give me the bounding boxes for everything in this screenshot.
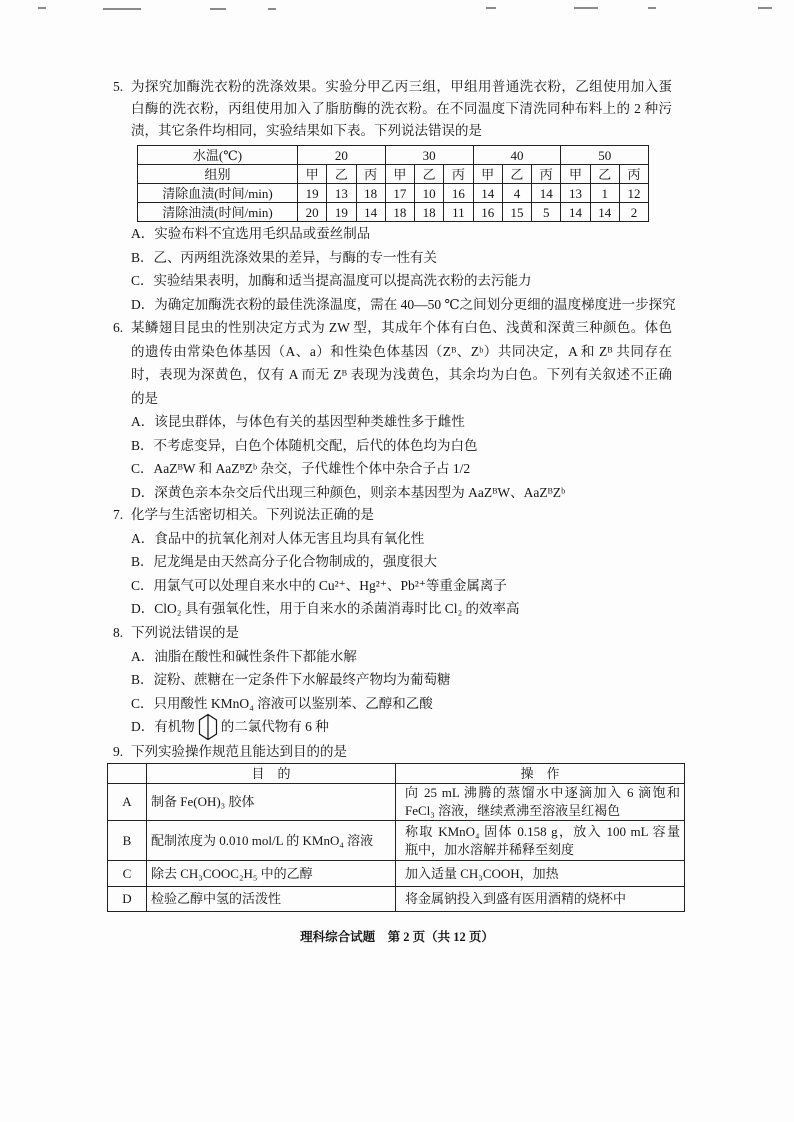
value-cell: 18 <box>385 203 414 222</box>
option-c: C．AaZᴮW 和 AaZᴮZᵇ 杂交，子代雄性个体中杂合子占 1/2 <box>131 461 471 476</box>
option-a: A．实验布料不宜选用毛织品或蚕丝制品 <box>131 226 371 241</box>
group-cell: 丙 <box>619 165 648 184</box>
operation-cell <box>396 784 685 821</box>
question-number: 6. <box>113 320 124 335</box>
row-label: 清除血渍(时间/min) <box>138 184 298 203</box>
option-b: B．乙、丙两组洗涤效果的差异，与酶的专一性有关 <box>131 249 438 265</box>
purpose-header: 目 的 <box>147 764 396 784</box>
option-a: A．食品中的抗氧化剂对人体无害且均具有氧化性 <box>131 530 425 546</box>
group-cell: 甲 <box>385 165 414 184</box>
table-header-row <box>138 146 649 165</box>
value-cell: 14 <box>356 203 385 222</box>
operation-line: FeCl₃ 溶液，继续煮沸至溶液呈红褐色 <box>405 803 621 818</box>
value-cell: 12 <box>619 184 648 203</box>
table-header-row <box>108 764 685 784</box>
value-cell: 17 <box>385 184 414 203</box>
hexagon-structure-icon <box>198 713 218 741</box>
value-cell: 13 <box>327 184 356 203</box>
stem-line: 化学与生活密切相关。下列说法正确的是 <box>131 507 374 522</box>
table-row <box>138 184 649 203</box>
table-row <box>138 165 649 184</box>
table-row <box>108 784 685 821</box>
value-cell: 14 <box>473 184 502 203</box>
question-9 <box>113 740 733 764</box>
value-cell: 16 <box>473 203 502 222</box>
value-cell: 18 <box>356 184 385 203</box>
experiment-operations-table <box>107 763 685 912</box>
question-stem <box>131 503 733 621</box>
option-d-text-before: D．有机物 <box>131 719 195 734</box>
purpose-cell: 配制浓度为 0.010 mol/L 的 KMnO₄ 溶液 <box>147 821 396 861</box>
option-b: B．不考虑变异，白色个体随机交配，后代的体色均为白色 <box>131 437 478 453</box>
value-cell: 18 <box>415 203 444 222</box>
stem-line: 时，表现为深黄色，仅有 A 而无 Zᴮ 表现为浅黄色，其余均为白色。下列有关叙述不正确 <box>131 367 672 382</box>
operation-cell <box>396 821 685 861</box>
option-b: B．尼龙绳是由天然高分子化合物制成的，强度很大 <box>131 554 438 569</box>
washing-results-table <box>137 145 649 222</box>
value-cell: 10 <box>415 184 444 203</box>
value-cell: 16 <box>444 184 473 203</box>
option-letter: B <box>108 821 147 861</box>
question-8 <box>113 621 733 739</box>
question-stem <box>131 740 733 764</box>
scan-mark <box>486 7 496 9</box>
group-cell: 乙 <box>415 165 444 184</box>
value-cell: 14 <box>532 184 561 203</box>
option-c: C．实验结果表明，加酶和适当提高温度可以提高洗衣粉的去污能力 <box>131 273 532 288</box>
temperature-header: 50 <box>561 146 649 165</box>
group-cell: 丙 <box>356 165 385 184</box>
temperature-header: 20 <box>298 146 386 165</box>
option-c: C．用氯气可以处理自来水中的 Cu²⁺、Hg²⁺、Pb²⁺等重金属离子 <box>131 577 507 593</box>
operation-line: 加入适量 CH₃COOH，加热 <box>405 865 559 881</box>
group-cell: 乙 <box>327 165 356 184</box>
question-7 <box>113 503 733 621</box>
value-cell: 20 <box>298 203 327 222</box>
option-letter: C <box>108 861 147 887</box>
scan-mark <box>38 7 46 9</box>
table-row <box>138 203 649 222</box>
stem-line: 下列说法错误的是 <box>131 625 239 640</box>
value-cell: 5 <box>532 203 561 222</box>
row-label: 组别 <box>138 165 298 184</box>
stem-line: 的遗传由常染色体基因（A、a）和性染色体基因（Zᴮ、Zᵇ）共同决定，A 和 Zᴮ 共同存在 <box>131 343 672 359</box>
stem-line: 某鳞翅目昆虫的性别决定方式为 ZW 型，其成年个体有白色、浅黄和深黄三种颜色。体色 <box>131 320 672 335</box>
question-stem <box>131 621 733 739</box>
option-a: A．油脂在酸性和碱性条件下都能水解 <box>131 648 357 664</box>
value-cell: 14 <box>561 203 590 222</box>
purpose-cell: 制备 Fe(OH)₃ 胶体 <box>147 784 396 821</box>
question-6 <box>113 316 733 504</box>
group-cell: 丙 <box>444 165 473 184</box>
value-cell: 11 <box>444 203 473 222</box>
operation-cell <box>396 861 685 887</box>
operation-line: 称取 KMnO₄ 固体 0.158 g，放入 100 mL 容量 <box>405 823 680 839</box>
stem-line: 为探究加酶洗衣粉的洗涤效果。实验分甲乙丙三组，甲组用普通洗衣粉，乙组使用加入蛋 <box>131 79 672 94</box>
scan-mark <box>210 8 226 10</box>
option-letter: D <box>108 887 147 912</box>
value-cell: 4 <box>502 184 531 203</box>
group-cell: 丙 <box>532 165 561 184</box>
operation-line: 将金属钠投入到盛有医用酒精的烧杯中 <box>405 891 627 906</box>
table-row <box>108 821 685 861</box>
option-d: D．ClO₂ 具有强氧化性，用于自来水的杀菌消毒时比 Cl₂ 的效率高 <box>131 601 520 616</box>
scan-mark <box>648 7 656 9</box>
temperature-header: 40 <box>473 146 561 165</box>
question-number: 5. <box>113 79 124 94</box>
group-cell: 甲 <box>561 165 590 184</box>
value-cell: 13 <box>561 184 590 203</box>
letter-header <box>108 764 147 784</box>
temperature-header: 30 <box>385 146 473 165</box>
question-5-options <box>113 222 733 316</box>
option-c: C．只用酸性 KMnO₄ 溶液可以鉴别苯、乙醇和乙酸 <box>131 695 433 711</box>
value-cell: 15 <box>502 203 531 222</box>
option-letter: A <box>108 784 147 821</box>
scan-mark <box>758 7 772 9</box>
operation-line: 向 25 mL 沸腾的蒸馏水中逐滴加入 6 滴饱和 <box>405 785 680 800</box>
question-stem <box>131 76 733 142</box>
scan-mark <box>268 8 276 10</box>
value-cell: 19 <box>298 184 327 203</box>
value-cell: 14 <box>590 203 619 222</box>
option-d-text-after: 的二氯代物有 6 种 <box>220 719 329 734</box>
stem-line: 下列实验操作规范且能达到目的的是 <box>131 744 347 759</box>
question-number: 9. <box>113 744 124 759</box>
group-cell: 甲 <box>298 165 327 184</box>
question-stem <box>131 316 733 504</box>
group-cell: 甲 <box>473 165 502 184</box>
option-d <box>131 715 733 739</box>
group-cell: 乙 <box>590 165 619 184</box>
option-d: D．深黄色亲本杂交后代出现三种颜色，则亲本基因型为 AaZᴮW、AaZᴮZᵇ <box>131 484 566 500</box>
scan-mark <box>574 7 598 9</box>
operation-line: 瓶中，加水溶解并稀释至刻度 <box>405 841 575 857</box>
group-cell: 乙 <box>502 165 531 184</box>
option-d: D．为确定加酶洗衣粉的最佳洗涤温度，需在 40—50 ℃之间划分更细的温度梯度进一步探究 <box>131 296 676 312</box>
page-footer: 理科综合试题 第 2 页（共 12 页） <box>300 930 494 944</box>
stem-line: 的是 <box>131 390 158 406</box>
stem-line: 白酶的洗衣粉，丙组使用加入了脂肪酶的洗衣粉。在不同温度下清洗同种布料上的 2 种污 <box>131 101 672 116</box>
option-b: B．淀粉、蔗糖在一定条件下水解最终产物均为葡萄糖 <box>131 672 451 687</box>
question-number: 8. <box>113 625 124 640</box>
option-a: A．该昆虫群体，与体色有关的基因型种类雄性多于雌性 <box>131 414 465 429</box>
row-label: 清除油渍(时间/min) <box>138 203 298 222</box>
stem-line: 渍，其它条件均相同，实验结果如下表。下列说法错误的是 <box>131 123 482 138</box>
purpose-cell: 除去 CH₃COOC₂H₅ 中的乙醇 <box>147 861 396 887</box>
table-row <box>108 887 685 912</box>
question-number: 7. <box>113 507 124 522</box>
operation-header: 操 作 <box>396 764 685 784</box>
table-row <box>108 861 685 887</box>
purpose-cell: 检验乙醇中氢的活泼性 <box>147 887 396 912</box>
row-label: 水温(℃) <box>138 146 298 165</box>
value-cell: 19 <box>327 203 356 222</box>
question-5 <box>113 76 733 142</box>
value-cell: 2 <box>619 203 648 222</box>
scan-mark <box>103 8 141 10</box>
value-cell: 1 <box>590 184 619 203</box>
operation-cell <box>396 887 685 912</box>
